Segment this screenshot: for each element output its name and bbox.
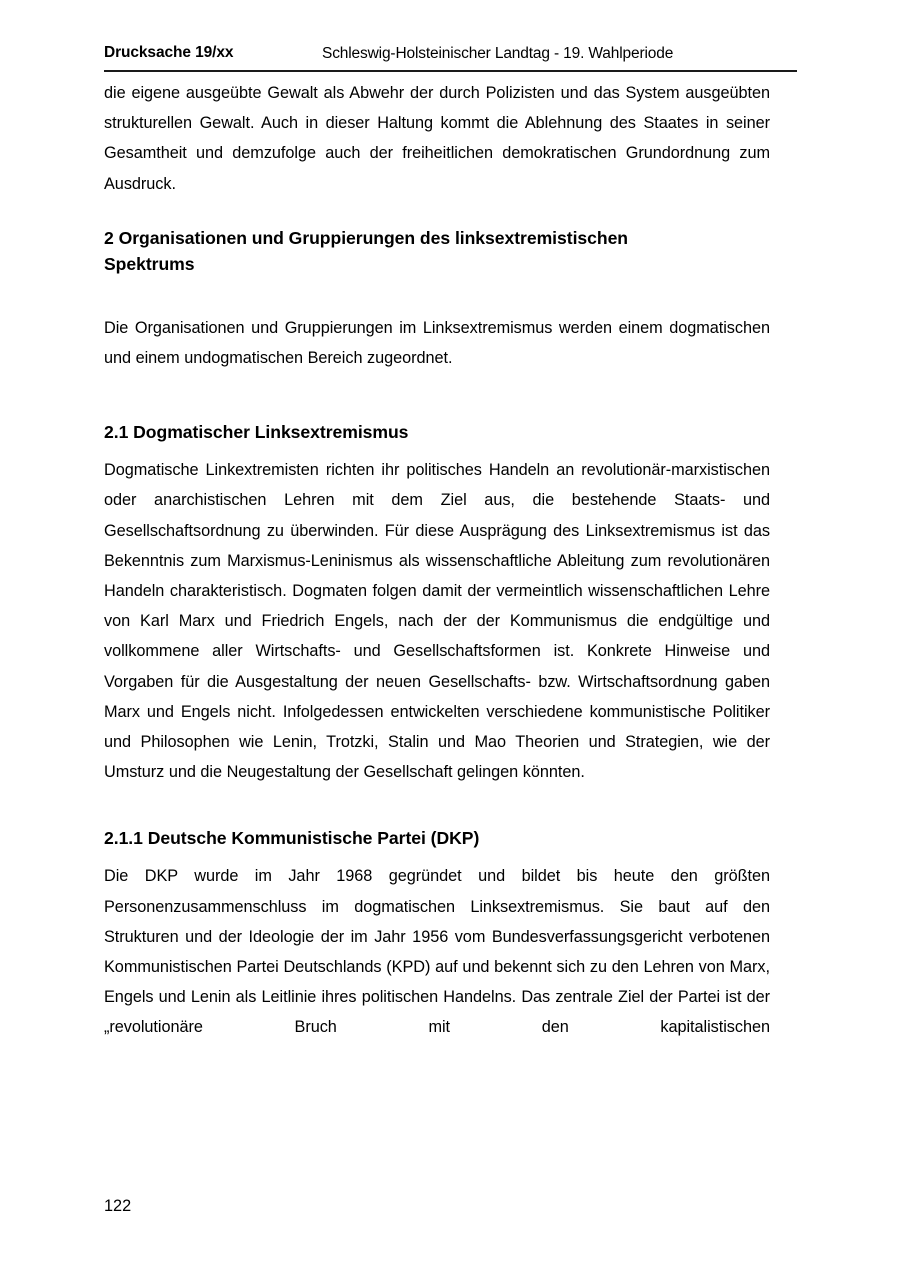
paragraph-continued: die eigene ausgeübte Gewalt als Abwehr der durch Polizisten und das System ausgeübten strukturellen Gewalt. Auch in dieser Haltung kommt die Ablehnung des Staates in seiner Gesamtheit und demzufolge auch der freiheitlichen demokratischen Grundordnung zum Ausdruck.: [104, 84, 770, 193]
paragraph-section-2-1: Dogmatische Linkextremisten richten ihr politisches Handeln an revolutionär-marxistischen oder anarchistischen Lehren mit dem Ziel aus, die bestehende Staats- und Gesellschaftsordnung zu überwinden. Für diese Ausprägung des Linksextremismus ist das Bekenntnis zum Marxismus-Leninismus als wissenschaftliche Ableitung zum revolutionären Handeln charakteristisch. Dogmaten folgen damit der vermeintlich wissenschaftlichen Lehre von Karl Marx und Friedrich Engels, nach der der Kommunismus die endgültige und vollkommene aller Wirtschafts- und Gesellschaftsformen ist. Konkrete Hinweise und Vorgaben für die Ausgestaltung der neuen Gesellschafts- bzw. Wirtschaftsordnung gaben Marx und Engels nicht. Infolgedessen entwickelten verschiedene kommunistische Politiker und Philosophen wie Lenin, Trotzki, Stalin und Mao Theorien und Strategien, wie der Umsturz und die Neugestaltung der Gesellschaft gelingen könnten.: [104, 461, 770, 782]
running-head: [104, 44, 797, 78]
heading-section-2: [104, 225, 770, 303]
spacer-after-heading-2-1-1: [104, 851, 770, 861]
spacer-before-heading-2-1: [104, 373, 770, 419]
running-head-drucksache: Drucksache 19/xx: [104, 44, 234, 61]
heading-section-2-line1: 2 Organisationen und Gruppierungen des linksextremistischen: [104, 227, 629, 248]
spacer-before-heading-2-1-1: [104, 787, 770, 825]
running-head-title: Schleswig-Holsteinischer Landtag - 19. Wahlperiode: [322, 45, 674, 62]
page-content: [104, 0, 770, 1073]
page-number: 122: [104, 1197, 132, 1215]
heading-section-2-1: 2.1 Dogmatischer Linksextremismus: [104, 422, 409, 443]
spacer-after-heading-2-1: [104, 445, 770, 455]
spacer-after-heading-2: [104, 303, 770, 313]
paragraph-section-2-intro: Die Organisationen und Gruppierungen im Linksextremismus werden einem dogmatischen und einem undogmatischen Bereich zugeordnet.: [104, 318, 770, 368]
spacer-before-heading-2: [104, 199, 770, 225]
paragraph-section-2-1-1: Die DKP wurde im Jahr 1968 gegründet und bildet bis heute den größten Personenzusammenschluss im dogmatischen Linksextremismus. Sie baut auf den Strukturen und der Ideologie der im Jahr 1956 vom Bundesverfassungsgericht verbotenen Kommunistischen Partei Deutschlands (KPD) auf und bekennt sich zu den Lehren von Marx, Engels und Lenin als Leitlinie ihres politischen Handelns. Das zentrale Ziel der Partei ist der „revolutionäre Bruch mit den kapitalistischen: [104, 867, 770, 1037]
heading-section-2-line2: Spektrums: [104, 253, 195, 274]
heading-section-2-1-1: 2.1.1 Deutsche Kommunistische Partei (DKP): [104, 828, 480, 849]
running-head-rule: [104, 70, 797, 72]
